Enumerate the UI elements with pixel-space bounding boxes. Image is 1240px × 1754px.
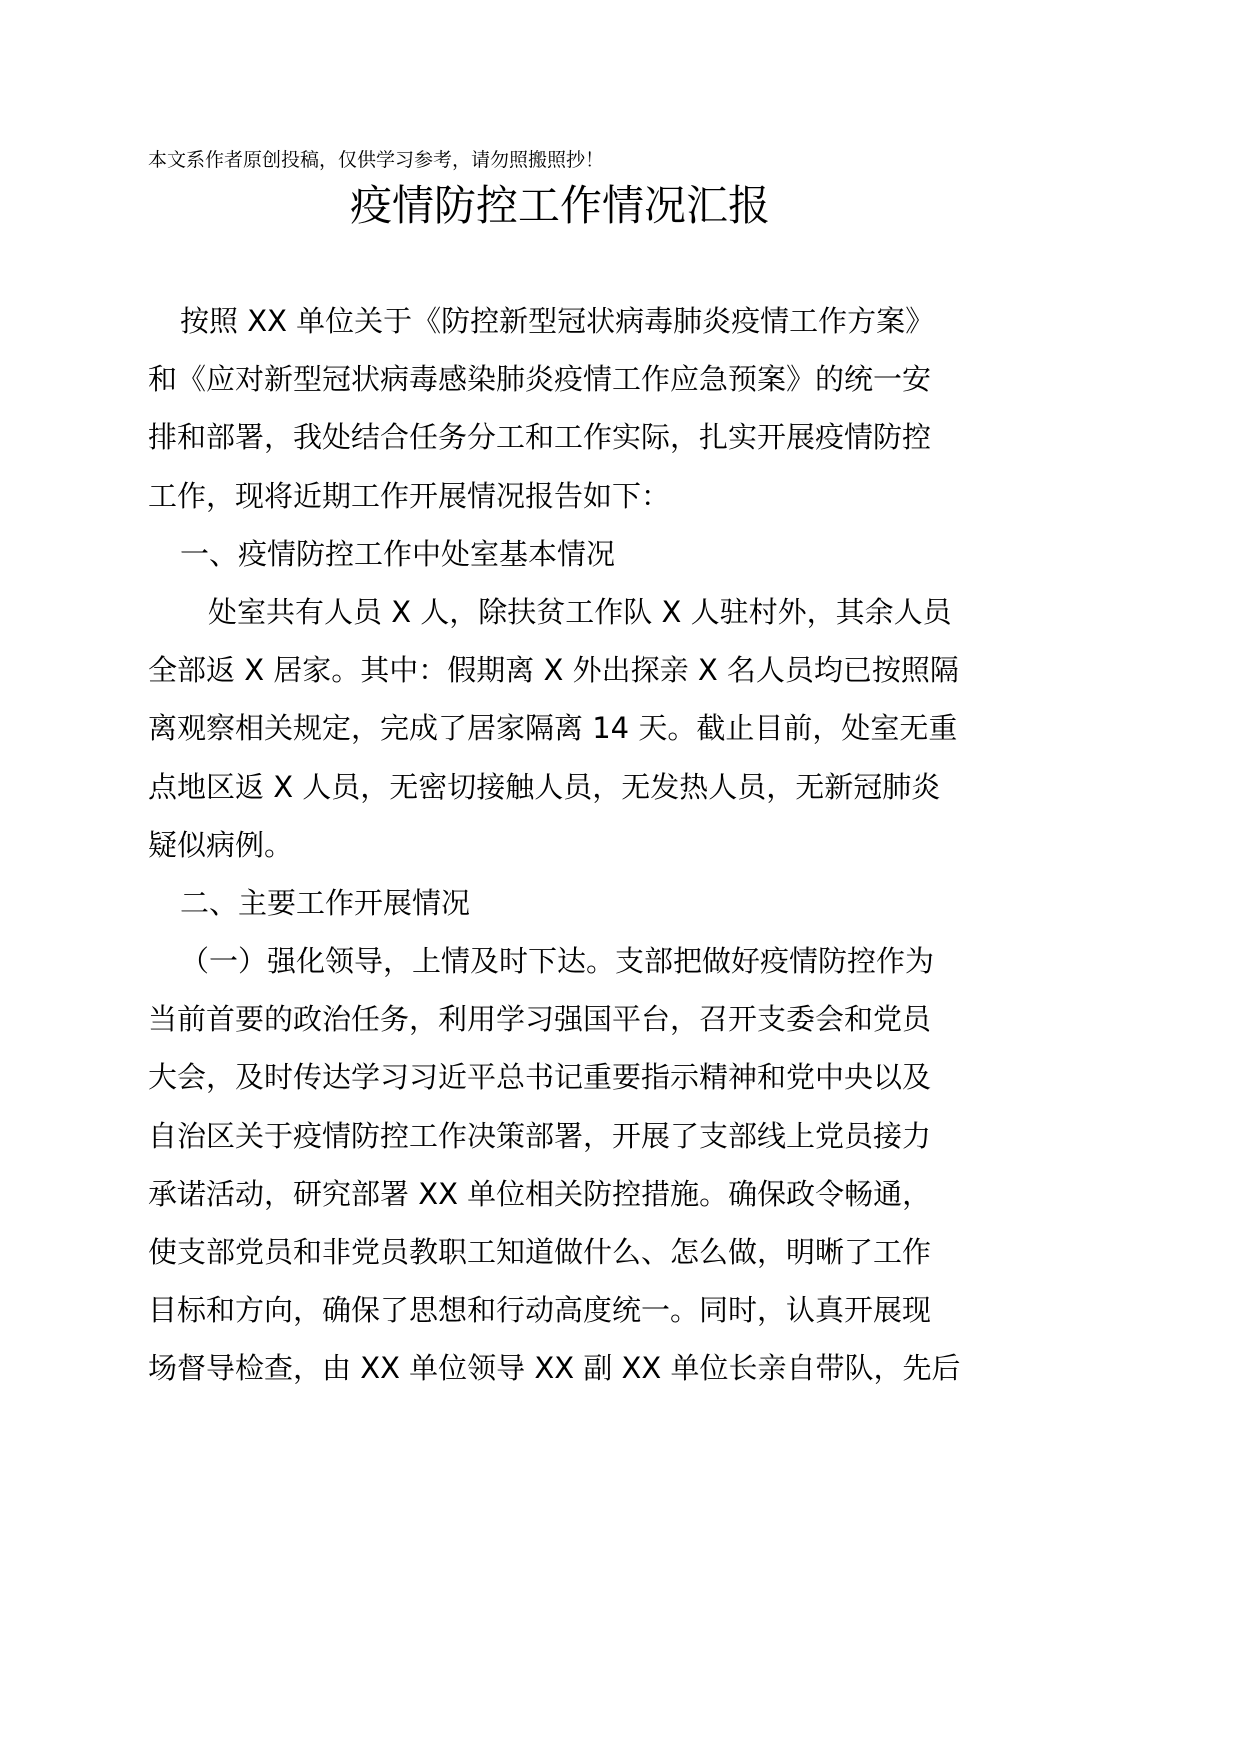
paragraph-line: 按照 XX 单位关于《防控新型冠状病毒肺炎疫情工作方案》 [180,304,935,338]
paragraph-line: 全部返 X 居家。其中：假期离 X 外出探亲 X 名人员均已按照隔 [148,653,959,688]
paragraph-line: 和《应对新型冠状病毒感染肺炎疫情工作应急预案》的统一安 [148,362,932,397]
document-title: 疫情防控工作情况汇报 [349,181,770,230]
paragraph-line: 场督导检查，由 XX 单位领导 XX 副 XX 单位长亲自带队，先后 [148,1351,961,1386]
copyright-notice: 本文系作者原创投稿，仅供学习参考，请勿照搬照抄！ [148,149,605,171]
paragraph-line: 自治区关于疫情防控工作决策部署，开展了支部线上党员接力 [148,1118,932,1153]
paragraph-line: 排和部署，我处结合任务分工和工作实际，扎实开展疫情防控 [148,420,932,455]
subsection-line: （一）强化领导，上情及时下达。支部把做好疫情防控作为 [180,944,935,979]
paragraph-line: 工作，现将近期工作开展情况报告如下： [148,478,671,513]
paragraph-line: 目标和方向，确保了思想和行动高度统一。同时，认真开展现 [148,1293,932,1328]
document-body [148,292,978,1398]
paragraph-line: 当前首要的政治任务，利用学习强国平台，召开支委会和党员 [148,1002,932,1037]
section-heading-2: 二、主要工作开展情况 [180,885,471,920]
paragraph-line: 处室共有人员 X 人，除扶贫工作队 X 人驻村外，其余人员 [208,594,952,629]
paragraph-line: 使支部党员和非党员教职工知道做什么、怎么做，明晰了工作 [148,1235,932,1269]
paragraph-line: 大会，及时传达学习习近平总书记重要指示精神和党中央以及 [148,1060,932,1095]
paragraph-line: 疑似病例。 [148,827,294,862]
section-heading-1: 一、疫情防控工作中处室基本情况 [180,536,616,571]
paragraph-line: 点地区返 X 人员，无密切接触人员，无发热人员，无新冠肺炎 [148,769,941,804]
paragraph-line: 承诺活动，研究部署 XX 单位相关防控措施。确保政令畅通， [148,1176,932,1211]
paragraph-line: 离观察相关规定，完成了居家隔离 14 天。截止目前，处室无重 [148,711,958,746]
